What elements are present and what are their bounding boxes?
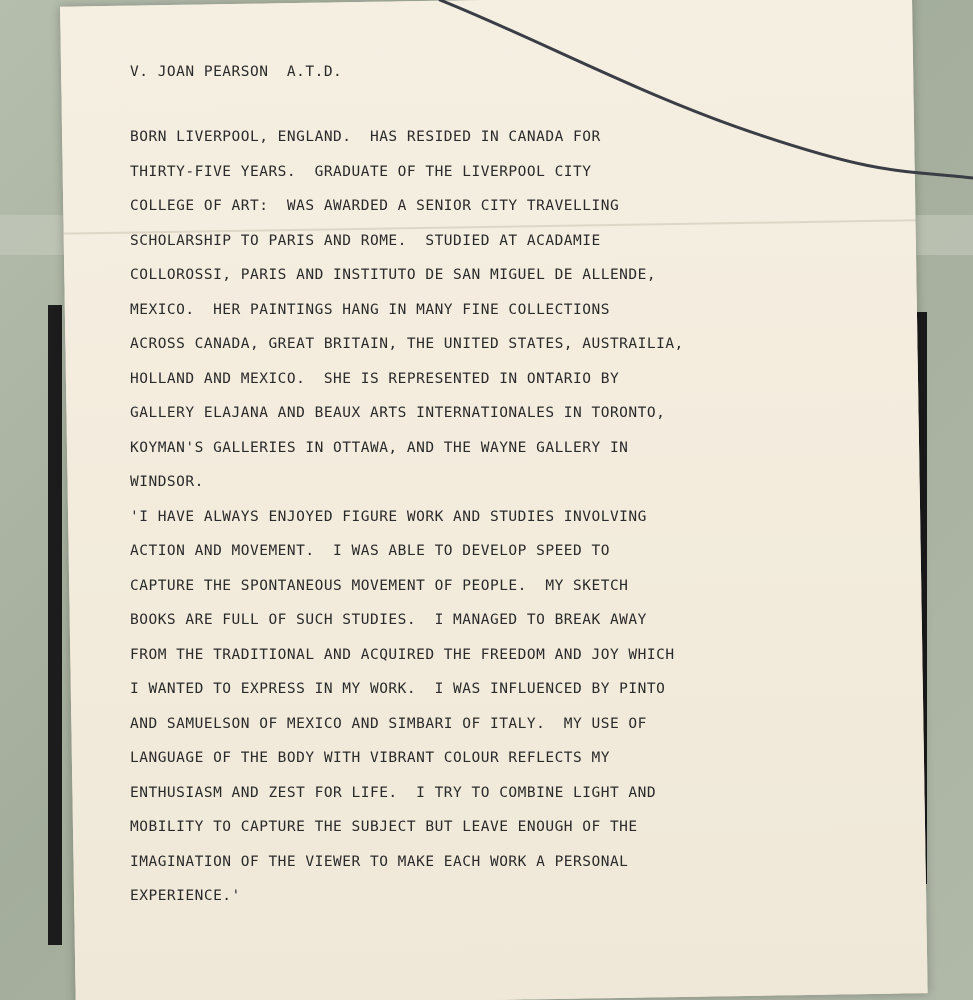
text-line: IMAGINATION OF THE VIEWER TO MAKE EACH WORK A PERSONAL xyxy=(130,853,629,870)
text-line: 'I HAVE ALWAYS ENJOYED FIGURE WORK AND STUDIES INVOLVING xyxy=(130,508,647,525)
text-line: COLLEGE OF ART: WAS AWARDED A SENIOR CITY TRAVELLING xyxy=(130,198,620,214)
text-line: COLLOROSSI, PARIS AND INSTITUTO DE SAN MIGUEL DE ALLENDE, xyxy=(130,267,657,283)
text-line: HOLLAND AND MEXICO. SHE IS REPRESENTED IN ONTARIO BY xyxy=(130,370,620,387)
text-line: SCHOLARSHIP TO PARIS AND ROME. STUDIED AT ACADAMIE xyxy=(130,232,601,249)
typed-biography xyxy=(130,64,810,914)
text-line: CAPTURE THE SPONTANEOUS MOVEMENT OF PEOPLE. MY SKETCH xyxy=(130,577,629,594)
text-line: I WANTED TO EXPRESS IN MY WORK. I WAS INFLUENCED BY PINTO xyxy=(130,681,666,697)
text-line: THIRTY-FIVE YEARS. GRADUATE OF THE LIVERPOOL CITY xyxy=(130,163,592,180)
document-title: V. JOAN PEARSON A.T.D. xyxy=(130,64,343,80)
text-line: GALLERY ELAJANA AND BEAUX ARTS INTERNATIONALES IN TORONTO, xyxy=(130,405,666,421)
text-line: ACROSS CANADA, GREAT BRITAIN, THE UNITED STATES, AUSTRAILIA, xyxy=(130,336,684,352)
text-line: AND SAMUELSON OF MEXICO AND SIMBARI OF ITALY. MY USE OF xyxy=(130,715,647,732)
text-line: BOOKS ARE FULL OF SUCH STUDIES. I MANAGED TO BREAK AWAY xyxy=(130,612,647,628)
paragraph-biography xyxy=(130,120,810,500)
text-line: MEXICO. HER PAINTINGS HANG IN MANY FINE COLLECTIONS xyxy=(130,301,610,318)
text-line: ACTION AND MOVEMENT. I WAS ABLE TO DEVELOP SPEED TO xyxy=(130,543,610,559)
text-line: BORN LIVERPOOL, ENGLAND. HAS RESIDED IN CANADA FOR xyxy=(130,129,601,145)
text-line: MOBILITY TO CAPTURE THE SUBJECT BUT LEAVE ENOUGH OF THE xyxy=(130,819,638,835)
paragraph-artist-statement xyxy=(130,500,810,914)
text-line: KOYMAN'S GALLERIES IN OTTAWA, AND THE WAYNE GALLERY IN xyxy=(130,439,629,456)
text-line: ENTHUSIASM AND ZEST FOR LIFE. I TRY TO COMBINE LIGHT AND xyxy=(130,784,657,801)
text-line: FROM THE TRADITIONAL AND ACQUIRED THE FREEDOM AND JOY WHICH xyxy=(130,646,675,663)
backdrop-dark-strip xyxy=(48,305,62,945)
text-line: EXPERIENCE.' xyxy=(130,888,241,904)
text-line: LANGUAGE OF THE BODY WITH VIBRANT COLOUR REFLECTS MY xyxy=(130,750,610,766)
text-line: WINDSOR. xyxy=(130,474,204,490)
